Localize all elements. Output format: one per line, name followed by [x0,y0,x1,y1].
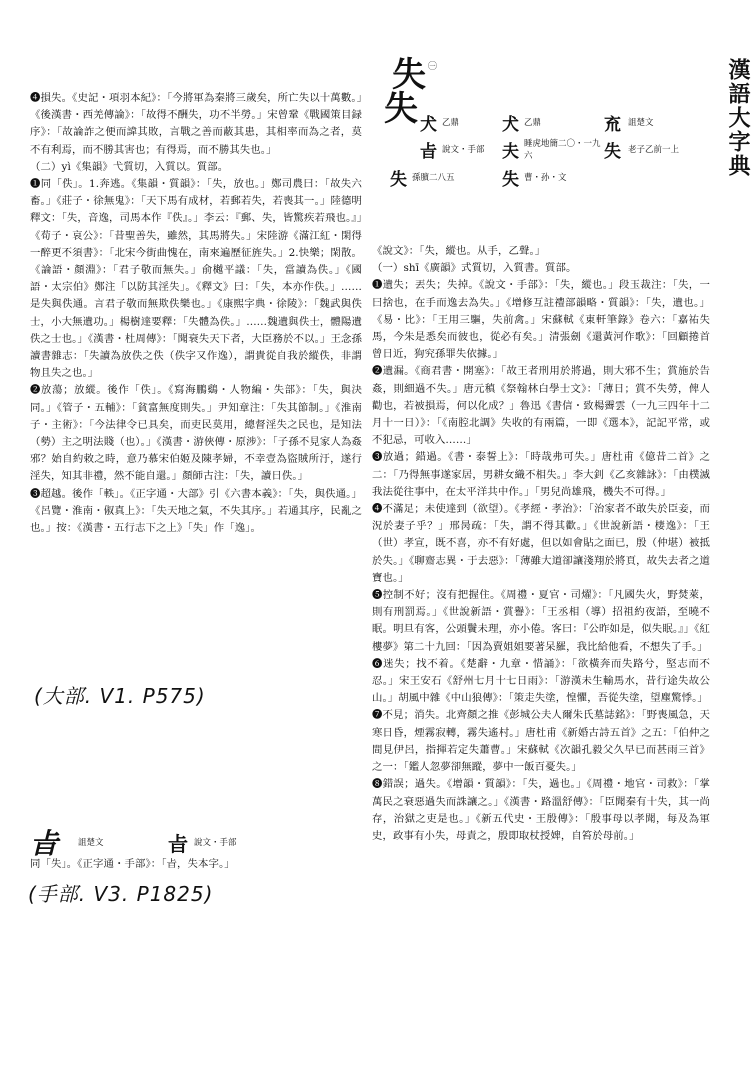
second-entry-head: 㫖 [30,827,60,860]
glyph-source: 孫臏二八五 [412,173,455,183]
handwritten-source-note: (手部. V3. P1825) [28,882,214,906]
head-character-variant: 失 [384,89,418,129]
glyph-source: 說文・手部 [194,838,237,848]
dictionary-title: 漢語大字典 [725,58,751,178]
glyph-source: 乙鼎 [442,118,460,128]
glyph-row [420,110,720,134]
second-entry-definition [30,856,350,873]
glyph: 㫖 [168,831,188,856]
glyph-row [420,134,720,164]
glyph-source: 老子乙前一上 [628,145,680,155]
head-character: 失 [392,55,426,95]
glyph: 失 [390,169,407,190]
etymology: 《說文》：「失，縱也。从手，乙聲。」 [372,245,546,257]
glyph-source: 睡虎地簡二〇・一九六 [524,139,601,161]
definition-paragraph: ❷遺漏。《商君書・開塞》：「故王者刑用於將過，則大邪不生；賞施於告姦，則細過不失。」唐元稹《祭翰林白學士文》：「薄日；賞不失勞，俾人勸也，若被損焉，何以化成？」魯迅《書信・致楊霽雲（一九三四年十二月十一日）》：「《南腔北調》失收的有兩篇，一即《選本》，記記平常，或不犯忌，可收入……」 [372,365,710,447]
reading-heading: （一）shī《廣韻》式質切，入質書。質部。 [372,262,577,275]
entry-number: ㊀ [428,62,438,72]
glyph: 㫖 [420,141,437,162]
definition-paragraph: ❶同「佚」。1.奔逃。《集韻・質韻》：「失，放也。」鄭司農曰：「故失六畜。」《莊子・徐無鬼》：「天下馬有成材，若郵若失，若喪其一。」陸德明釋文：「失，音逸，司馬本作『佚』。」李云：『郵、失，皆驚疾若飛也。』」《荀子・哀公》：「昔聖善失，雖然，其馬將失。」宋陸游《滿江紅・閑得一醉更不須書》：「北宋今街曲愧在，南來遍歷征旌失。」2.快樂；閑散。《論語・顏淵》：「君子敬而無失。」俞樾平議：「失，當讀為佚。」《國語・太宗伯》鄭注「以防其淫失」。《釋文》曰：「失，本亦作佚。」……是失與佚通。言君子敬而無欺佚樂也。」《康熙字典・徐陵》：「魏武與佚士，小大無遺功。」楊樹達要釋：「失體為佚。」……魏遺與佚士，體陽遺佚之士也。」《漢書・杜周傳》：「聞衰失天下者，大臣務於不以。」王念孫讀書雜志：「失讀為放佚之佚（佚字又作逸），謂貴從自我於縱佚，非謂物且失之也。」 [30,178,362,380]
definition-paragraph: ❶遺失；丟失；失掉。《說文・手部》：「失，縱也。」段玉裁注：「失，一曰捨也，在手而逸去為失。」《增修互註禮部韻略・質韻》：「失，遺也。」《易・比》：「王用三驅，失前禽。」宋蘇軾《東軒筆錄》卷六：「嘉祐失馬，今朱是悉矣而彼也，從必有矣。」清張劍《還黃河作歌》：「回顧捲首曾日近，狗究孫罪失依據。」 [372,279,710,361]
glyph-row [390,164,720,190]
definition-paragraph: ❹損失。《史記・項羽本紀》：「今將軍為秦將三歲矣，所亡失以十萬數。」《後漢書・西羌傳論》：「故得不酬失，功不半勞。」宋曾鞏《戰國策目録序》：「故論詐之便而諱其敗，言戰之善而蔽其患，其相率而為之者，莫不有利焉，而不勝其害也；有得焉，而不勝其失也。」 [30,92,362,156]
definition-paragraph: ❸放過；錯過。《書・泰誓上》：「時哉弗可失。」唐杜甫《億昔二首》之二：「乃得無事遂家居，男耕女織不相失。」李大釗《乙亥雜詠》：「由樸滅我法從往事中，在太平洋共中作。」「男兒尚雄飛，機失不可得。」 [372,451,710,498]
definition-paragraph: ❼不見；消失。北齊顏之推《彭城公夫人爾朱氏墓誌銘》：「野喪風急，天寒日昏，煙霧寂轉，霧失遙村。」唐杜甫《新婚古詩五首》之五：「伯仲之間見伊呂，指揮若定失蕭曹。」宋蘇軾《次韻孔毅父久早已而甚雨三首》之一：「鑑人忽夢卻無蹤，夢中一飯百憂失。」 [372,709,710,774]
right-column-text [372,243,710,845]
definition-paragraph: ❻迷失；找不着。《楚辭・九章・惜誦》：「欲橫奔而失路兮，堅志而不忍。」宋王安石《舒州七月十七日雨》：「游漢未生輸馬水，昔行途失故公山。」胡風中雜《中山狼傳》：「策走失塗，惶懼，吾從失塗，望塵驚悸。」 [372,657,710,705]
glyph-source: 曹・孙・文 [524,173,567,183]
definition-paragraph: ❽錯誤；過失。《增韻・質韻》：「失，過也。」《周禮・地官・司救》：「掌萬民之衰惡過失而誅讓之。」《漢書・路溫舒傳》：「臣聞秦有十失，其一尚存，治獄之吏是也。」《新五代史・王殷傳》：「殷事母以孝聞，每及為軍史，政事有小失，母責之，殷即取杖授婢，自笞於母前。」 [372,778,710,842]
glyph: 㐬 [604,114,621,135]
definition-paragraph: ❸超越。後作「軼」。《正字通・大部》引《六書本義》：「失，與佚通。」《呂覽・淮南・俶真上》：「失天地之氣，不失其序。」若通其序，民亂之也。」按：《漢書・五行志下之上》「失」作「逸」。 [30,487,362,535]
definition-paragraph: ❹不滿足；未使達到（欲望）。《孝經・孝治》：「治家者不敢失於臣妾，而況於妻子乎？」邢昺疏：「失，謂不得其歡。」《世說新語・棲逸》：「王（世）孝宣，既不喜，亦不有好處，但以如會貼之面已，殷（仲堪）被抵於失。」《聊齋志異・于去惡》：「薄雖大道卻讓淺翔於將頁，故失去者之道寶也。」 [372,503,710,584]
glyph: 夫 [502,141,519,162]
glyph-source: 說文・手部 [442,145,485,155]
glyph: 犬 [420,114,437,135]
definition-paragraph: ❷放蕩；放縱。後作「佚」。《寫海鵬鷄・人物編・失部》：「失，與決同。」《管子・五輔》：「貧富無度則失。」尹知章注：「失其節制。」《淮南子・主術》：「今法律令已具矣，而吏民莫用，總督淫失之民也，是知法（勢）主之明法賤（也）。」《漢書・游俠傳・原涉》：「子孫不見家人為姦邪？始自約敕之時，意乃慕宋伯姬及陳孝婦，不幸壹為盜賊所汙，遂行淫失，知其非禮，然不能自還。」顏師古注：「失，讀日佚。」 [30,384,362,483]
glyph-source: 詛楚文 [78,838,104,848]
glyph: 犬 [502,114,519,135]
reading-heading: （二）yì《集韻》弋質切，入質以。質部。 [30,160,229,173]
handwritten-source-note: (大部. V1. P575) [34,684,206,708]
glyph: 失 [502,169,519,190]
left-column-text [30,90,362,537]
definition-paragraph: 同「失」。《正字通・手部》：「㫖，失本字。」 [30,858,235,870]
glyph: 失 [604,141,621,162]
glyph-forms [390,110,720,190]
glyph-source: 詛楚文 [628,118,654,128]
glyph-source: 乙鼎 [524,118,542,128]
definition-paragraph: ❺控制不好；沒有把握住。《周禮・夏官・司燿》：「凡國失火，野焚萊，則有刑罰焉。」《世說新語・賞譽》：「王丞相（導）招祖約夜語，至曉不眠。明旦有客，公頭鬢未理，亦小倦。客曰：『公昨如是，似失眠。』」《紅樓夢》第二十九回：「因為賣姐姐要著呆羅，我比給他看，不想失了手。」 [372,589,710,653]
